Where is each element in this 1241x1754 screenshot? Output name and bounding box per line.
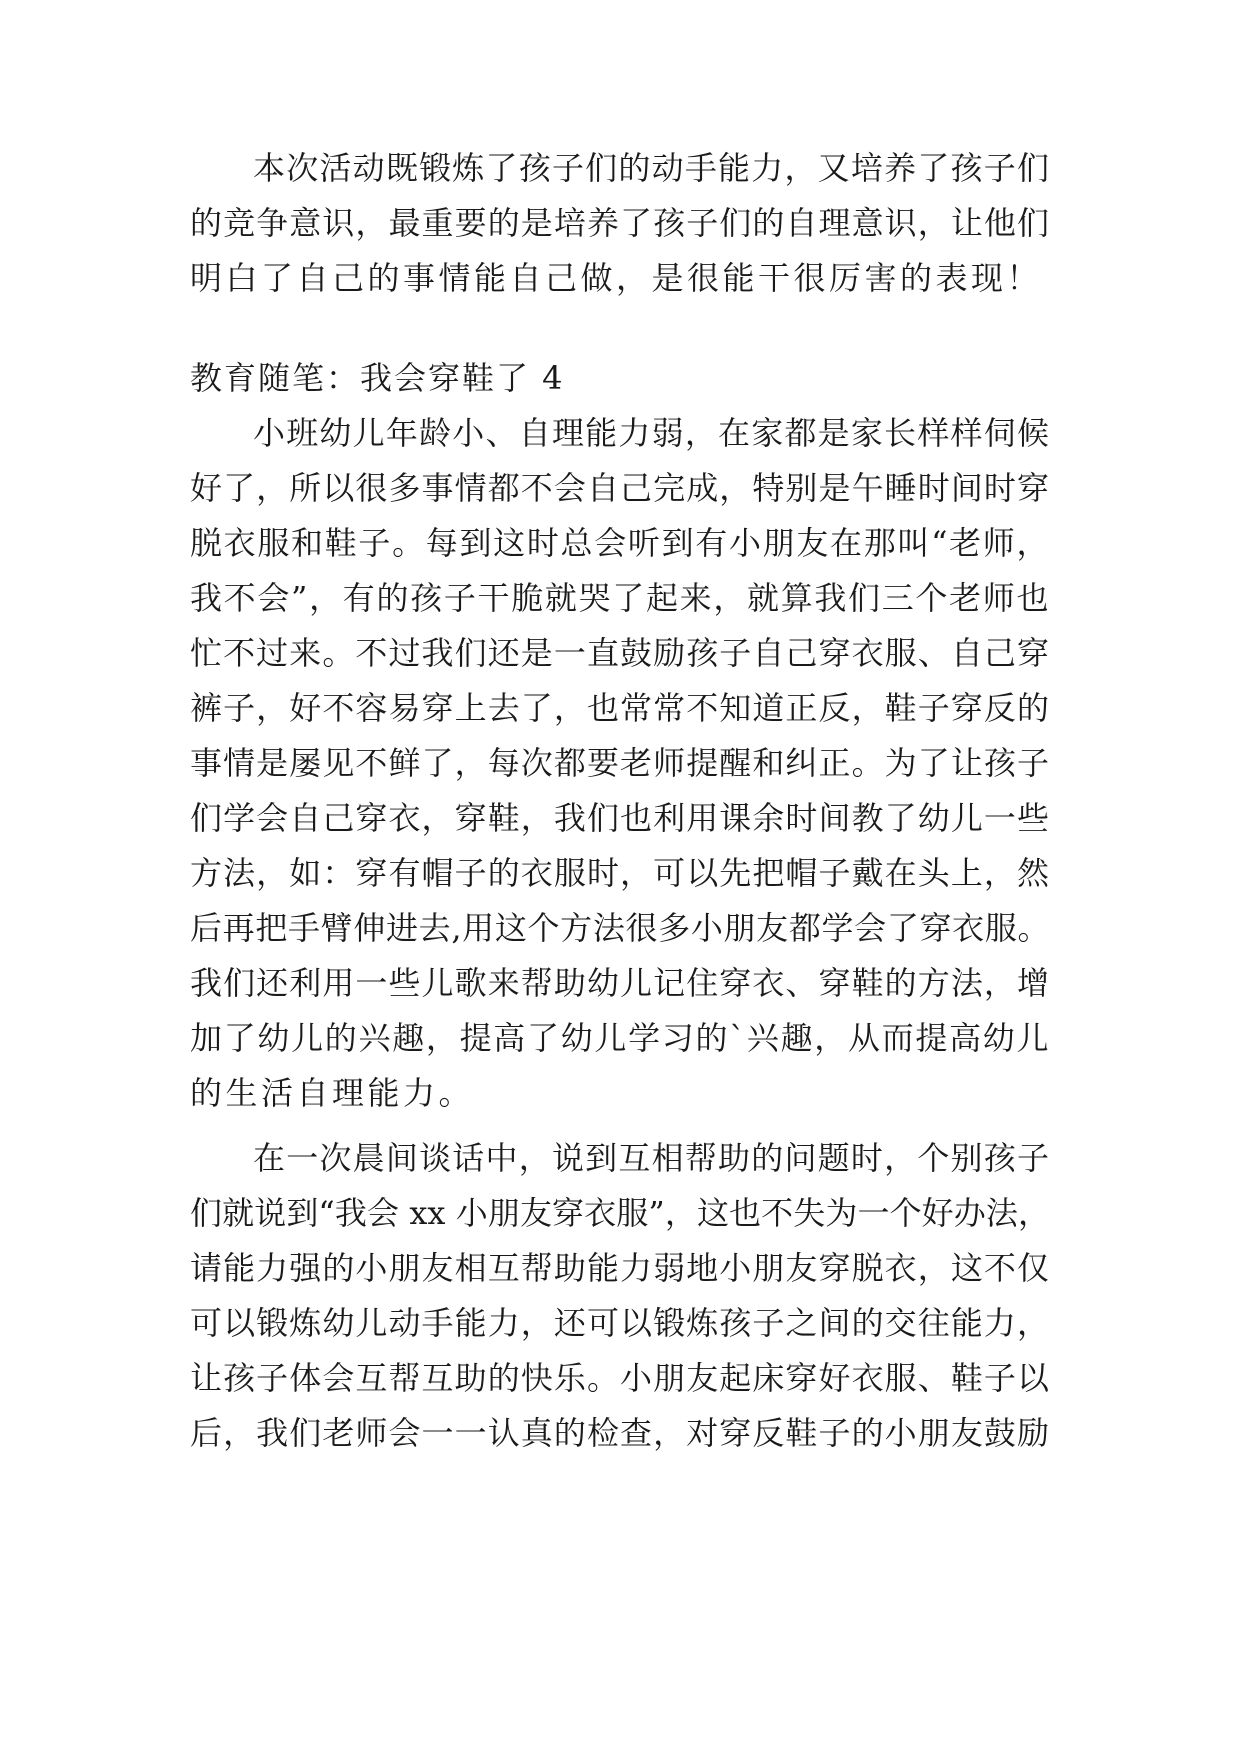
paragraph-3-line-6: 后，我们老师会一一认真的检查，对穿反鞋子的小朋友鼓励: [190, 1414, 1050, 1452]
paragraph-2-line-7: 事情是屡见不鲜了，每次都要老师提醒和纠正。为了让孩子: [190, 744, 1050, 782]
section-heading: 教育随笔：我会穿鞋了 4: [190, 359, 565, 397]
paragraph-2-line-5: 忙不过来。不过我们还是一直鼓励孩子自己穿衣服、自己穿: [190, 634, 1050, 672]
paragraph-2-line-1: 小班幼儿年龄小、自理能力弱，在家都是家长样样伺候: [253, 414, 1050, 452]
paragraph-2-line-12: 加了幼儿的兴趣，提高了幼儿学习的`兴趣，从而提高幼儿: [190, 1019, 1050, 1057]
paragraph-3-line-5: 让孩子体会互帮互助的快乐。小朋友起床穿好衣服、鞋子以: [190, 1359, 1050, 1397]
paragraph-1-line-3: 明白了自己的事情能自己做，是很能干很厉害的表现！: [190, 259, 1043, 297]
paragraph-2-line-2: 好了，所以很多事情都不会自己完成，特别是午睡时间时穿: [190, 469, 1050, 507]
paragraph-3-line-1: 在一次晨间谈话中，说到互相帮助的问题时，个别孩子: [253, 1139, 1050, 1177]
paragraph-2-line-13: 的生活自理能力。: [190, 1074, 475, 1112]
paragraph-3-line-2: 们就说到“我会 xx 小朋友穿衣服”，这也不失为一个好办法，: [190, 1194, 1050, 1232]
paragraph-3-line-3: 请能力强的小朋友相互帮助能力弱地小朋友穿脱衣，这不仅: [190, 1249, 1050, 1287]
paragraph-2-line-8: 们学会自己穿衣，穿鞋，我们也利用课余时间教了幼儿一些: [190, 799, 1050, 837]
paragraph-3-line-4: 可以锻炼幼儿动手能力，还可以锻炼孩子之间的交往能力，: [190, 1304, 1050, 1342]
paragraph-1-line-2: 的竞争意识，最重要的是培养了孩子们的自理意识，让他们: [190, 204, 1050, 242]
paragraph-2-line-10: 后再把手臂伸进去,用这个方法很多小朋友都学会了穿衣服。: [190, 909, 1050, 947]
paragraph-2-line-6: 裤子，好不容易穿上去了，也常常不知道正反，鞋子穿反的: [190, 689, 1050, 727]
paragraph-2-line-3: 脱衣服和鞋子。每到这时总会听到有小朋友在那叫“老师，: [190, 524, 1050, 562]
paragraph-1-line-1: 本次活动既锻炼了孩子们的动手能力，又培养了孩子们: [253, 149, 1050, 187]
paragraph-2-line-9: 方法，如：穿有帽子的衣服时，可以先把帽子戴在头上，然: [190, 854, 1050, 892]
paragraph-2-line-4: 我不会”，有的孩子干脆就哭了起来，就算我们三个老师也: [190, 579, 1050, 617]
paragraph-2-line-11: 我们还利用一些儿歌来帮助幼儿记住穿衣、穿鞋的方法，增: [190, 964, 1050, 1002]
